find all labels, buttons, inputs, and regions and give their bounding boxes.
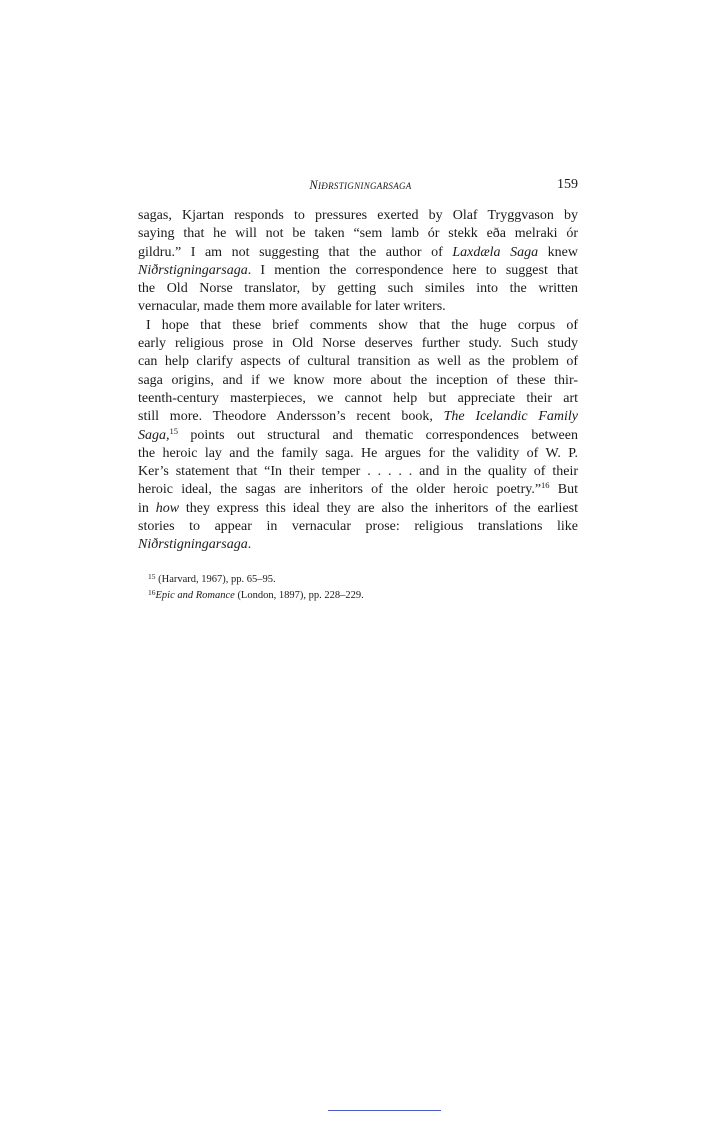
text-line: stories to appear in vernacular prose: religious translations like — [138, 519, 578, 535]
text-line: Saga,$^{15}$ points out structural and thematic correspondences between — [138, 425, 578, 443]
text-line: gildru.” I am not suggesting that the author of Laxdæla Saga knew — [138, 244, 578, 260]
body-text — [138, 207, 578, 555]
footnote-ref-16[interactable]: 16 — [541, 480, 550, 491]
footnote-ref-15[interactable]: 15 — [169, 425, 178, 436]
footnote-book-title: Epic and Romance — [155, 589, 235, 601]
footnote-marker: 16 — [148, 587, 156, 597]
book-title-nidrstigningarsaga: Niðrstigningarsaga — [138, 537, 248, 553]
footnotes — [148, 572, 568, 603]
running-title: Niðrstigningarsaga — [309, 178, 412, 192]
text-line: the heroic lay and the family saga. He argues for the validity of W. P. — [138, 445, 578, 461]
book-title-laxdaela-saga: Laxdæla Saga — [452, 244, 539, 260]
text-line: heroic ideal, the sagas are inheritors of the older heroic poetry.”$^{16}$ But — [138, 480, 578, 498]
footnote-text: (Harvard, 1967), pp. 65–95. — [155, 574, 276, 585]
text-line: the Old Norse translator, by getting such similes into the written — [138, 281, 578, 297]
bottom-rule — [328, 1110, 441, 1111]
footnote-16 — [148, 588, 568, 604]
text-line: vernacular, made them more available for later writers. — [138, 299, 446, 315]
running-head — [143, 176, 578, 196]
book-title-icelandic-family-saga: The Icelandic Family — [443, 409, 578, 425]
text-line: teenth-century masterpieces, we cannot help but appreciate their art — [138, 390, 578, 406]
text-line: I hope that these brief comments show that the huge corpus of — [146, 317, 578, 333]
text-line: Niðrstigningarsaga. — [138, 537, 252, 553]
text-line: Niðrstigningarsaga. I mention the correspondence here to suggest that — [138, 262, 578, 278]
text-line: in how they express this ideal they are also the inheritors of the earliest — [138, 500, 578, 516]
book-title-nidrstigningarsaga: Niðrstigningarsaga — [138, 262, 248, 278]
text-line: saga origins, and if we know more about the inception of these thir- — [138, 372, 578, 388]
page-number: 159 — [557, 177, 578, 192]
text-line: early religious prose in Old Norse deserves further study. Such study — [138, 336, 578, 352]
text-line: can help clarify aspects of cultural transition as well as the problem of — [138, 354, 578, 370]
text-line: Ker’s statement that “In their temper . . . . . and in the quality of their — [138, 464, 578, 480]
footnote-15 — [148, 572, 568, 588]
text-line: still more. Theodore Andersson’s recent book, The Icelandic Family — [138, 409, 578, 425]
emphasis-how: how — [155, 500, 180, 516]
text-line: sagas, Kjartan responds to pressures exerted by Olaf Tryggvason by — [138, 208, 578, 223]
text-line: saying that he will not be taken “sem lamb ór stekk eða melraki ór — [138, 226, 578, 242]
footnote-text: (London, 1897), pp. 228–229. — [234, 589, 364, 601]
book-title-saga: Saga, — [138, 427, 170, 443]
footnote-marker: 15 — [148, 572, 156, 581]
